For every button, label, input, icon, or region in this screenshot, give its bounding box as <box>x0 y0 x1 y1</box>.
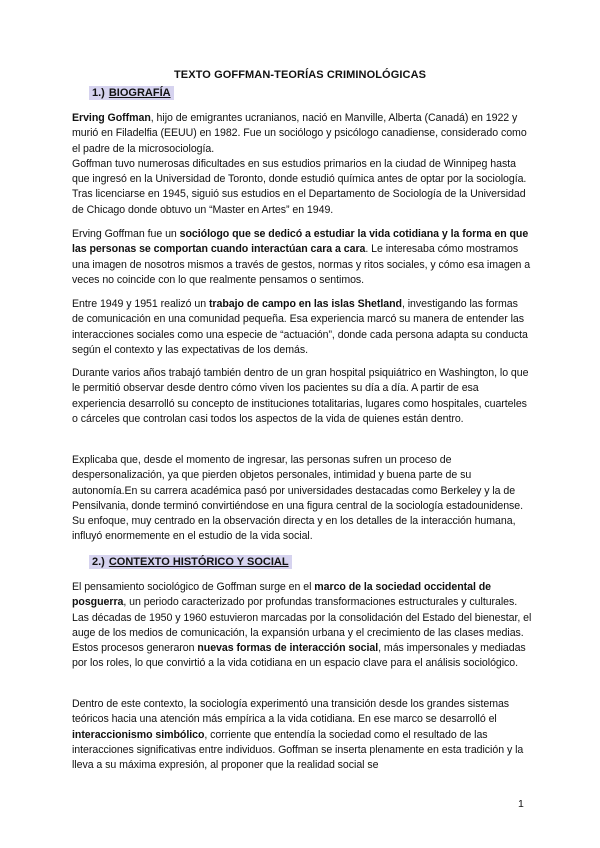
bold-text-run: marco de la sociedad occidental de posguerra <box>72 581 491 609</box>
text-run: Explicaba que, desde el momento de ingresar, las personas sufren un proceso de despersonalización, ya que pierden objetos personales, intimidad y buena parte de su autonomía.En su carrera académica pasó por universidades destacadas como Berkeley y la de Pensilvania, donde terminó convirtiéndose en una figura central de la sociología estadounidense. Su enfoque, muy centrado en la observación directa y en los detalles de la interacción humana, influyó enormemente en el estudio de la vida social. <box>72 454 524 543</box>
paragraph <box>72 697 532 773</box>
bold-text-run: Erving Goffman <box>72 112 151 124</box>
text-run: , hijo de emigrantes ucranianos, nació en Manville, Alberta (Canadá) en 1922 y murió en Filadelfia (EEUU) en 1982. Fue un sociólogo y psicólogo canadiense, considerado como el padre de la microsociología. Goffman tuvo numerosas dificultades en sus estudios primarios en la ciudad de Winnipeg hasta que ingresó en la Universidad de Toronto, donde estudió química antes de optar por la sociología. Tras licenciarse en 1945, siguió sus estudios en el Departamento de Sociología de la Universidad de Chicago donde obtuvo un “Master en Artes” en 1949. <box>72 112 527 216</box>
text-run: , corriente que entendía la sociedad como el resultado de las interacciones significativas entre individuos. Goffman se inserta plenamente en esta tradición y la lleva a su máxima expresión, al proponer que la realidad social se <box>72 728 524 772</box>
page-number: 1 <box>518 798 524 810</box>
bold-text-run: sociólogo que se dedicó a estudiar la vida cotidiana y la forma en que las personas se comportan cuando interactúan cara a cara <box>72 228 529 256</box>
text-run: , investigando las formas de comunicación en una comunidad pequeña. Esa experiencia marcó su manera de entender las interacciones sociales como una especie de “actuación”, donde cada persona adapta su conducta según el contexto y las expectativas de los demás. <box>72 298 528 356</box>
bold-text-run: trabajo de campo en las islas Shetland <box>208 298 402 310</box>
paragraph <box>72 227 532 288</box>
document-title: TEXTO GOFFMAN-TEORÍAS CRIMINOLÓGICAS <box>173 69 427 81</box>
bold-text-run: interaccionismo simbólico <box>72 728 205 741</box>
section-label: BIOGRAFÍA <box>108 87 171 99</box>
section-number: 1.) <box>92 87 105 99</box>
section-label: CONTEXTO HISTÓRICO Y SOCIAL <box>108 556 289 568</box>
section-number: 2.) <box>92 556 105 568</box>
text-run: , un periodo caracterizado por profundas transformaciones estructurales y culturales. Las décadas de 1950 y 1960 estuvieron marcadas por la consolidación del Estado del bienestar, el auge de los medios de comunicación, la expansión urbana y el crecimiento de las clases medias. Estos procesos generaron <box>72 596 532 655</box>
text-run: El pensamiento sociológico de Goffman surge en el <box>72 581 315 593</box>
section-heading-contexto <box>89 555 292 569</box>
text-run: . Le interesaba cómo mostramos una imagen de nosotros mismos a través de gestos, normas y ritos sociales, y cómo esa imagen a veces no coincide con lo que realmente pensamos o sentimos. <box>72 243 531 286</box>
paragraph <box>72 580 532 672</box>
section-heading-biografia <box>89 86 174 100</box>
paragraph <box>72 297 532 358</box>
text-run: Durante varios años trabajó también dentro de un gran hospital psiquiátrico en Washington, lo que le permitió observar desde dentro cómo viven los pacientes su día a día. A partir de esa experiencia desarrolló su concepto de instituciones totalitarias, lugares como hospitales, cuarteles o cárceles que controlan casi todos los aspectos de la vida de quienes están dentro. <box>72 367 529 425</box>
paragraph <box>72 453 532 545</box>
text-run: , más impersonales y mediadas por los roles, lo que convirtió a la vida cotidiana en un espacio clave para el análisis sociológico. <box>72 642 526 670</box>
text-run: Erving Goffman fue un <box>72 228 180 240</box>
text-run: Entre 1949 y 1951 realizó un <box>72 298 209 310</box>
bold-text-run: nuevas formas de interacción social <box>197 642 379 655</box>
text-run: Dentro de este contexto, la sociología experimentó una transición desde los grandes sistemas teóricos hacia una atención más empírica a la vida cotidiana. En ese marco se desarrolló el <box>72 698 510 726</box>
paragraph <box>72 366 532 427</box>
paragraph <box>72 111 532 218</box>
